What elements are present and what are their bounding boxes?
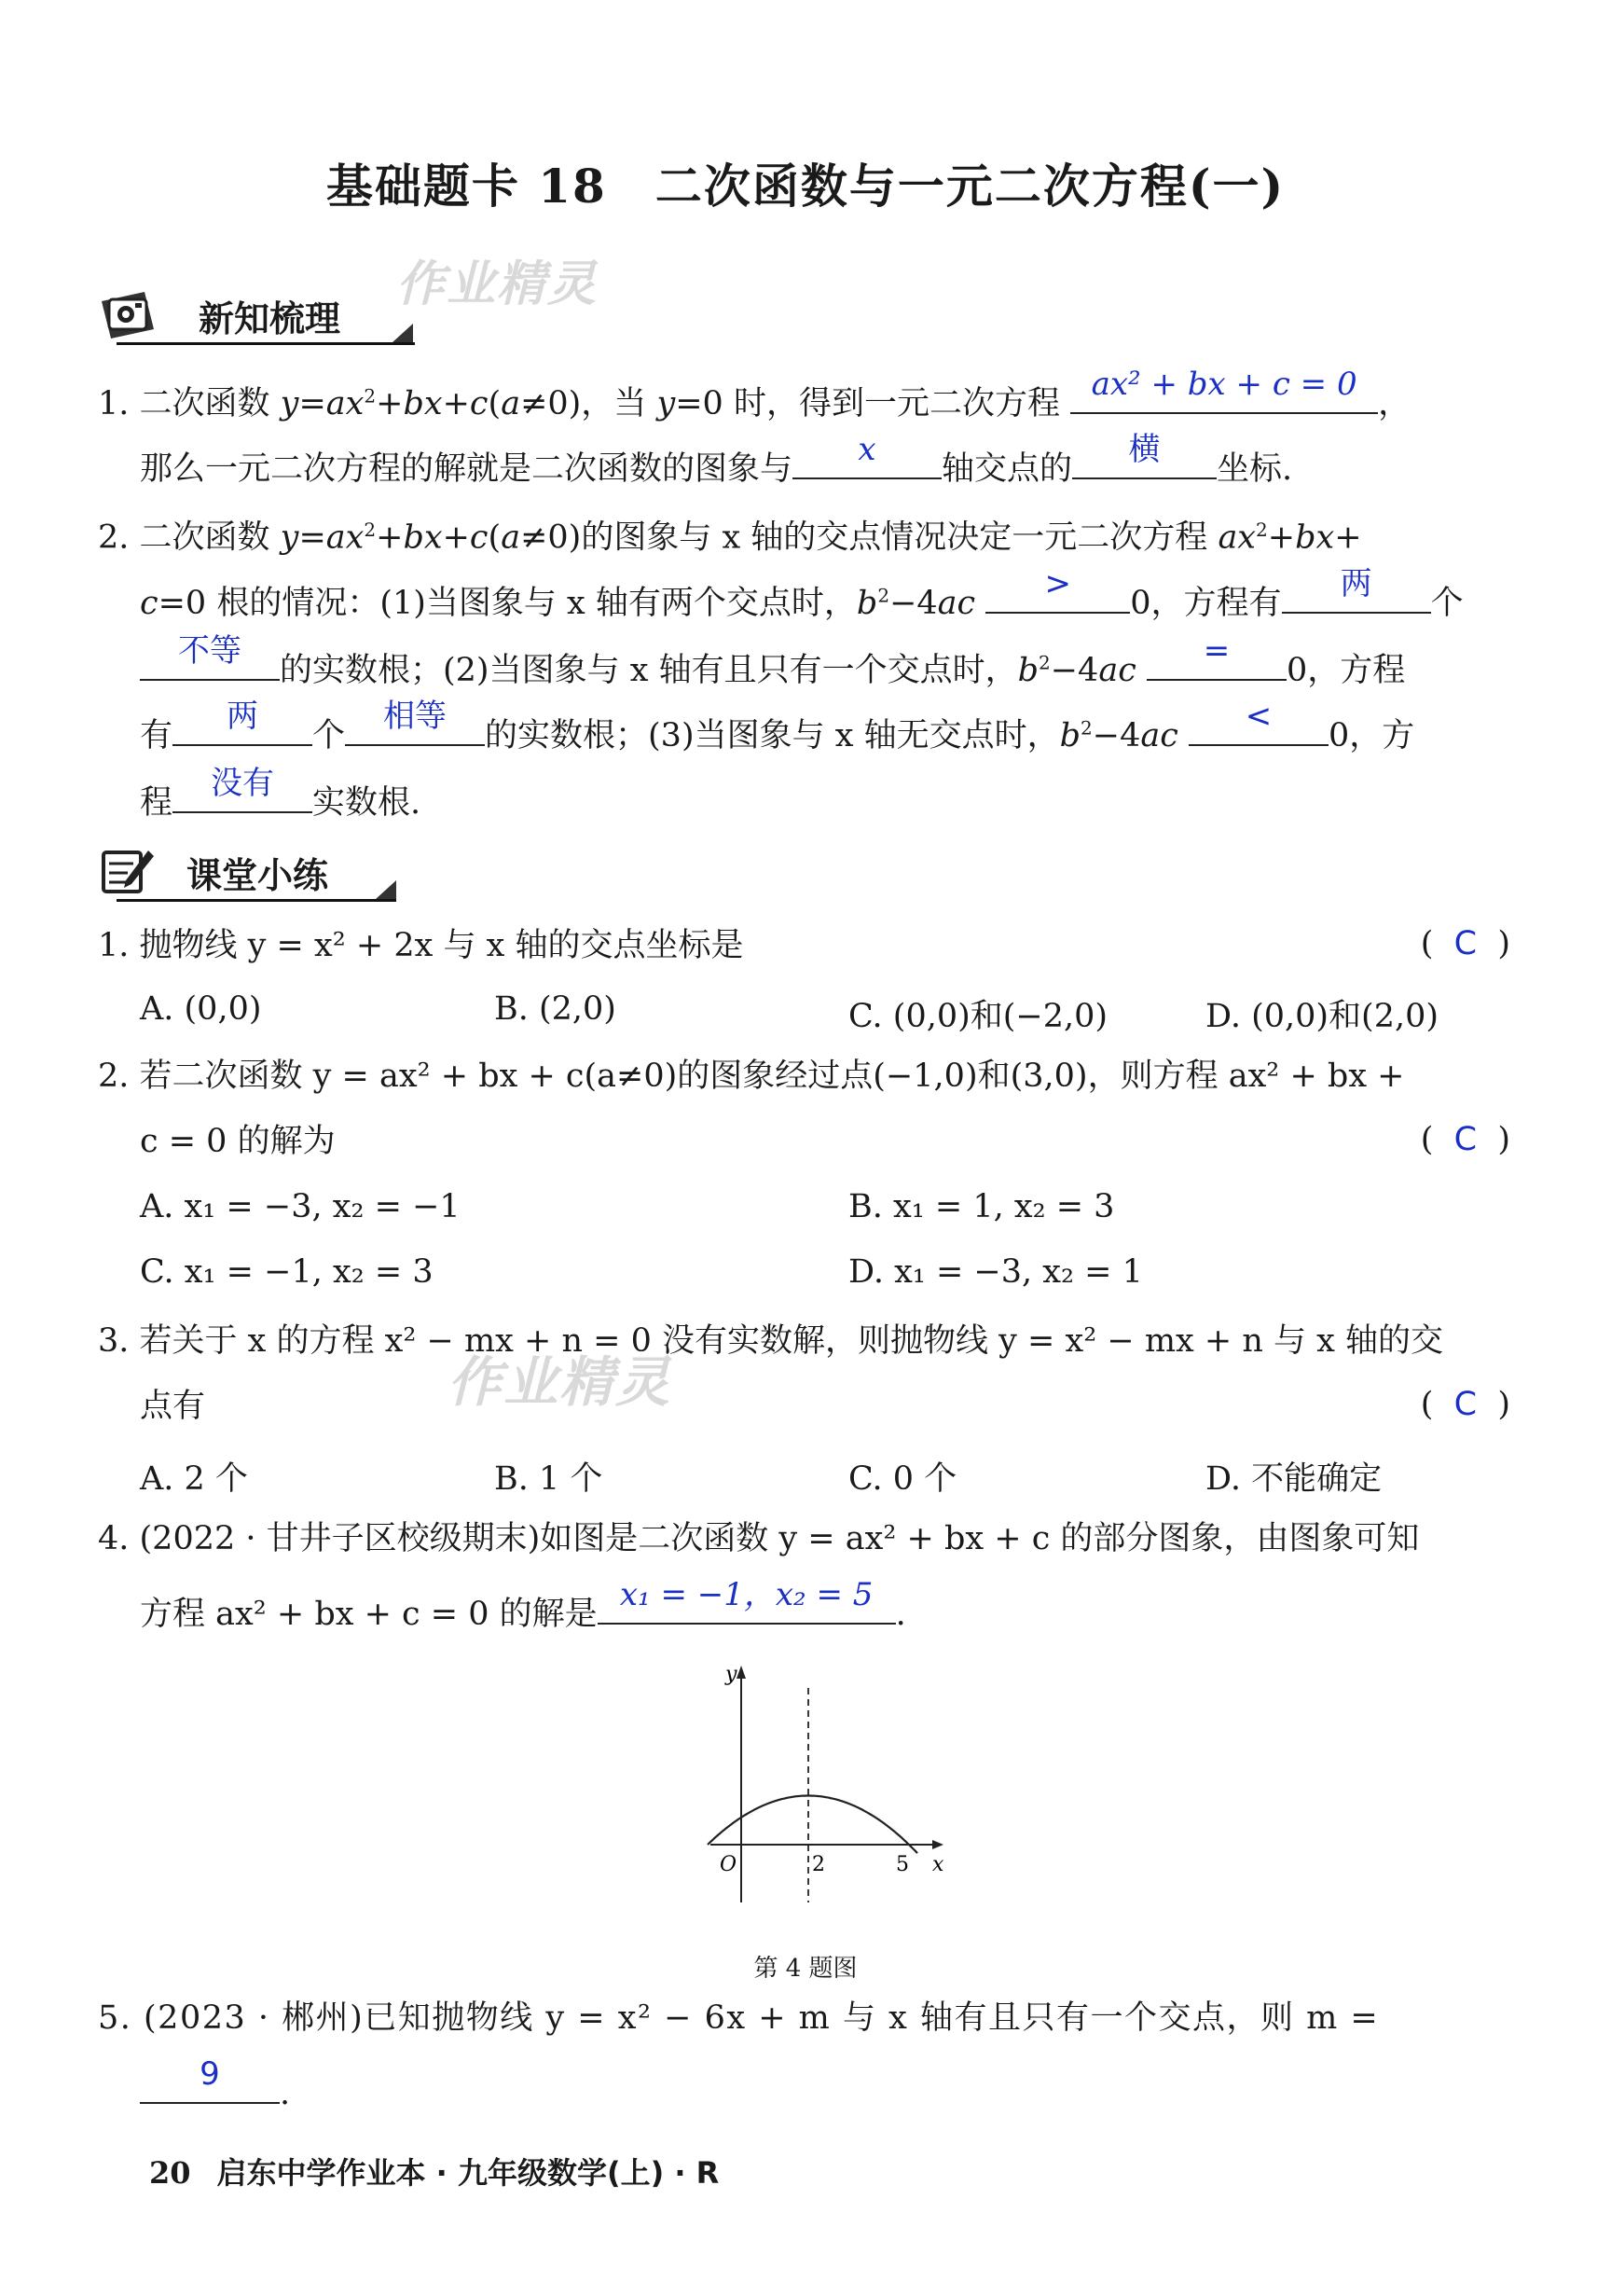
option-c[interactable]: C. (0,0)和(−2,0) — [848, 998, 1108, 1035]
y-axis-arrow-icon — [737, 1666, 746, 1679]
question-3-stem-line-1: 3. 若关于 x 的方程 x² − mx + n = 0 没有实数解，则抛物线 y = x² − mx + n 与 x 轴的交 — [98, 1322, 1443, 1360]
text: 0，方程有 — [1130, 585, 1282, 622]
text: 实数根. — [312, 784, 421, 822]
choice-answer: C — [1453, 925, 1478, 962]
section-label: 新知梳理 — [199, 298, 341, 339]
handwritten-answer: ax² + bx + c = 0 — [1091, 366, 1357, 403]
page-number: 20 — [149, 2155, 191, 2191]
knowledge-2-line-2: c=0 根的情况：(1)当图象与 x 轴有两个交点时，$b^2-4ac$ > 0，方程有 两 个 — [140, 565, 1464, 622]
section-header-new-knowledge — [98, 284, 424, 350]
text: 的图象与 x 轴的交点情况决定一元二次方程 — [581, 519, 1219, 557]
question-1-stem: 1. 抛物线 y = x² + 2x 与 x 轴的交点坐标是 — [98, 927, 744, 964]
figure-caption: 第 4 题图 — [753, 1955, 858, 1983]
answer-blank[interactable] — [985, 565, 1130, 614]
question-5-answer-line — [140, 2055, 291, 2114]
answer-blank[interactable] — [1282, 565, 1431, 614]
question-4-stem-line-2 — [140, 1576, 906, 1635]
option-a[interactable]: A. 2 个 — [140, 1460, 248, 1498]
text: 坐标. — [1217, 450, 1293, 488]
answer-blank[interactable] — [140, 2055, 280, 2104]
question-1-answer-bracket: ( C ) — [1420, 925, 1510, 962]
knowledge-1-line-2 — [140, 431, 1293, 490]
section-rule — [117, 342, 415, 345]
text: 轴交点的 — [942, 450, 1073, 488]
x-axis-arrow-icon — [932, 1840, 943, 1849]
question-5-stem: 5. (2023 · 郴州)已知抛物线 y = x² − 6x + m 与 x 轴有且只有一个交点，则 m = — [98, 1999, 1380, 2037]
book-title: 启东中学作业本 · 九年级数学(上) · R — [216, 2155, 720, 2191]
page-footer — [149, 2150, 719, 2192]
option-d[interactable]: D. 不能确定 — [1205, 1460, 1383, 1498]
text: 方程 ax² + bx + c = 0 的解是 — [140, 1596, 598, 1633]
section-rule — [117, 899, 396, 902]
answer-blank[interactable] — [1070, 366, 1378, 414]
handwritten-answer: 横 — [1128, 431, 1161, 468]
answer-blank[interactable] — [172, 698, 312, 746]
section-label: 课堂小练 — [186, 855, 329, 896]
text: 0，方程 — [1286, 652, 1406, 689]
x-axis-label: x — [932, 1853, 944, 1876]
text: 程 — [140, 784, 173, 822]
text: 根的情况：(1)当图象与 x 轴有两个交点时， — [216, 585, 857, 622]
handwritten-answer: 两 — [1340, 565, 1372, 602]
handwritten-answer: > — [1044, 565, 1072, 602]
origin-label: O — [720, 1853, 737, 1876]
option-a[interactable]: A. (0,0) — [140, 990, 262, 1028]
knowledge-2-line-5 — [140, 765, 421, 823]
y-axis-label: y — [725, 1663, 737, 1686]
handwritten-answer: x₁ = −1，x₂ = 5 — [619, 1576, 874, 1613]
text: . — [280, 2075, 291, 2112]
knowledge-2-line-3: 不等 的实数根；(2)当图象与 x 轴有且只有一个交点时，$b^2-4ac$ = 0，方程 — [140, 642, 1405, 691]
text: 的实数根；(3)当图象与 x 轴无交点时， — [485, 717, 1060, 754]
question-3-stem-line-2: 点有 — [140, 1388, 206, 1425]
knowledge-1-line-1: 1. 二次函数 $y=ax^2+bx+c(a\ne 0)$，当 y=0 时，得到一元二次方程 ax² + bx + c = 0 ， — [98, 366, 1411, 422]
page-title: 基础题卡 18 二次函数与一元二次方程(一) — [325, 159, 1286, 214]
handwritten-answer: = — [1203, 632, 1231, 670]
answer-blank[interactable] — [172, 765, 312, 813]
question-2-stem-line-2: c = 0 的解为 — [140, 1123, 336, 1160]
choice-answer: C — [1453, 1121, 1478, 1158]
option-c[interactable]: C. x₁ = −1, x₂ = 3 — [140, 1253, 434, 1291]
text: 的实数根；(2)当图象与 x 轴有且只有一个交点时， — [280, 652, 1018, 689]
answer-blank[interactable] — [345, 698, 485, 746]
tick-label-5: 5 — [896, 1853, 909, 1876]
section-header-class-practice — [98, 841, 406, 906]
question-3-answer-bracket: ( C ) — [1420, 1386, 1510, 1423]
choice-answer: C — [1453, 1386, 1478, 1423]
notebook-pen-icon — [98, 845, 158, 897]
option-b[interactable]: B. (2,0) — [494, 990, 616, 1028]
tick-label-2: 2 — [812, 1853, 825, 1876]
text: 个 — [312, 717, 346, 754]
text: 0，方 — [1328, 717, 1415, 754]
handwritten-answer: 两 — [227, 698, 259, 735]
knowledge-2-line-1: 2. 二次函数 $y=ax^2+bx+c(a\ne 0)$的图象与 x 轴的交点情况决定一元二次方程 $ax^2+bx+$ — [98, 519, 1362, 557]
knowledge-2-line-4: 有 两 个 相等 的实数根；(3)当图象与 x 轴无交点时，$b^2-4ac$ < 0，方 — [140, 698, 1415, 754]
question-4-stem-line-1: 4. (2022 · 甘井子区校级期末)如图是二次函数 y = ax² + bx + c 的部分图象，由图象可知 — [98, 1520, 1420, 1557]
watermark-middle: 作业精灵 — [448, 1350, 672, 1414]
question-2-answer-bracket: ( C ) — [1420, 1121, 1510, 1158]
section-corner-icon — [392, 324, 413, 342]
option-b[interactable]: B. 1 个 — [494, 1460, 603, 1498]
handwritten-answer: < — [1245, 698, 1273, 735]
text: 有 — [140, 717, 173, 754]
handwritten-answer: x — [858, 431, 876, 468]
handwritten-answer: 没有 — [211, 765, 275, 802]
answer-blank[interactable] — [598, 1576, 896, 1625]
answer-blank[interactable] — [1072, 431, 1217, 479]
answer-blank[interactable] — [140, 632, 280, 681]
answer-blank[interactable] — [1189, 698, 1329, 746]
text: 1. 二次函数 — [98, 385, 281, 422]
parabola-graph — [690, 1651, 970, 1921]
option-d[interactable]: D. x₁ = −3, x₂ = 1 — [848, 1253, 1143, 1291]
option-c[interactable]: C. 0 个 — [848, 1460, 957, 1498]
text: . — [895, 1596, 906, 1633]
answer-blank[interactable] — [1147, 632, 1287, 681]
answer-blank[interactable] — [792, 431, 942, 479]
text: 那么一元二次方程的解就是二次函数的图象与 — [140, 450, 793, 488]
handwritten-answer: 不等 — [178, 632, 241, 670]
handwritten-answer: 相等 — [383, 698, 448, 735]
question-2-stem-line-1: 2. 若二次函数 y = ax² + bx + c(a≠0)的图象经过点(−1,0)和(3,0)，则方程 ax² + bx + — [98, 1058, 1405, 1095]
text: 个 — [1430, 585, 1464, 622]
text: 2. 二次函数 — [98, 519, 281, 557]
option-b[interactable]: B. x₁ = 1, x₂ = 3 — [848, 1188, 1115, 1225]
camera-badge-icon — [98, 288, 158, 340]
option-d[interactable]: D. (0,0)和(2,0) — [1205, 998, 1439, 1035]
option-a[interactable]: A. x₁ = −3, x₂ = −1 — [140, 1188, 461, 1225]
watermark-top: 作业精灵 — [396, 256, 599, 312]
text: 时，得到一元二次方程 — [733, 385, 1060, 422]
handwritten-answer: 9 — [200, 2055, 220, 2093]
section-corner-icon — [376, 880, 396, 899]
